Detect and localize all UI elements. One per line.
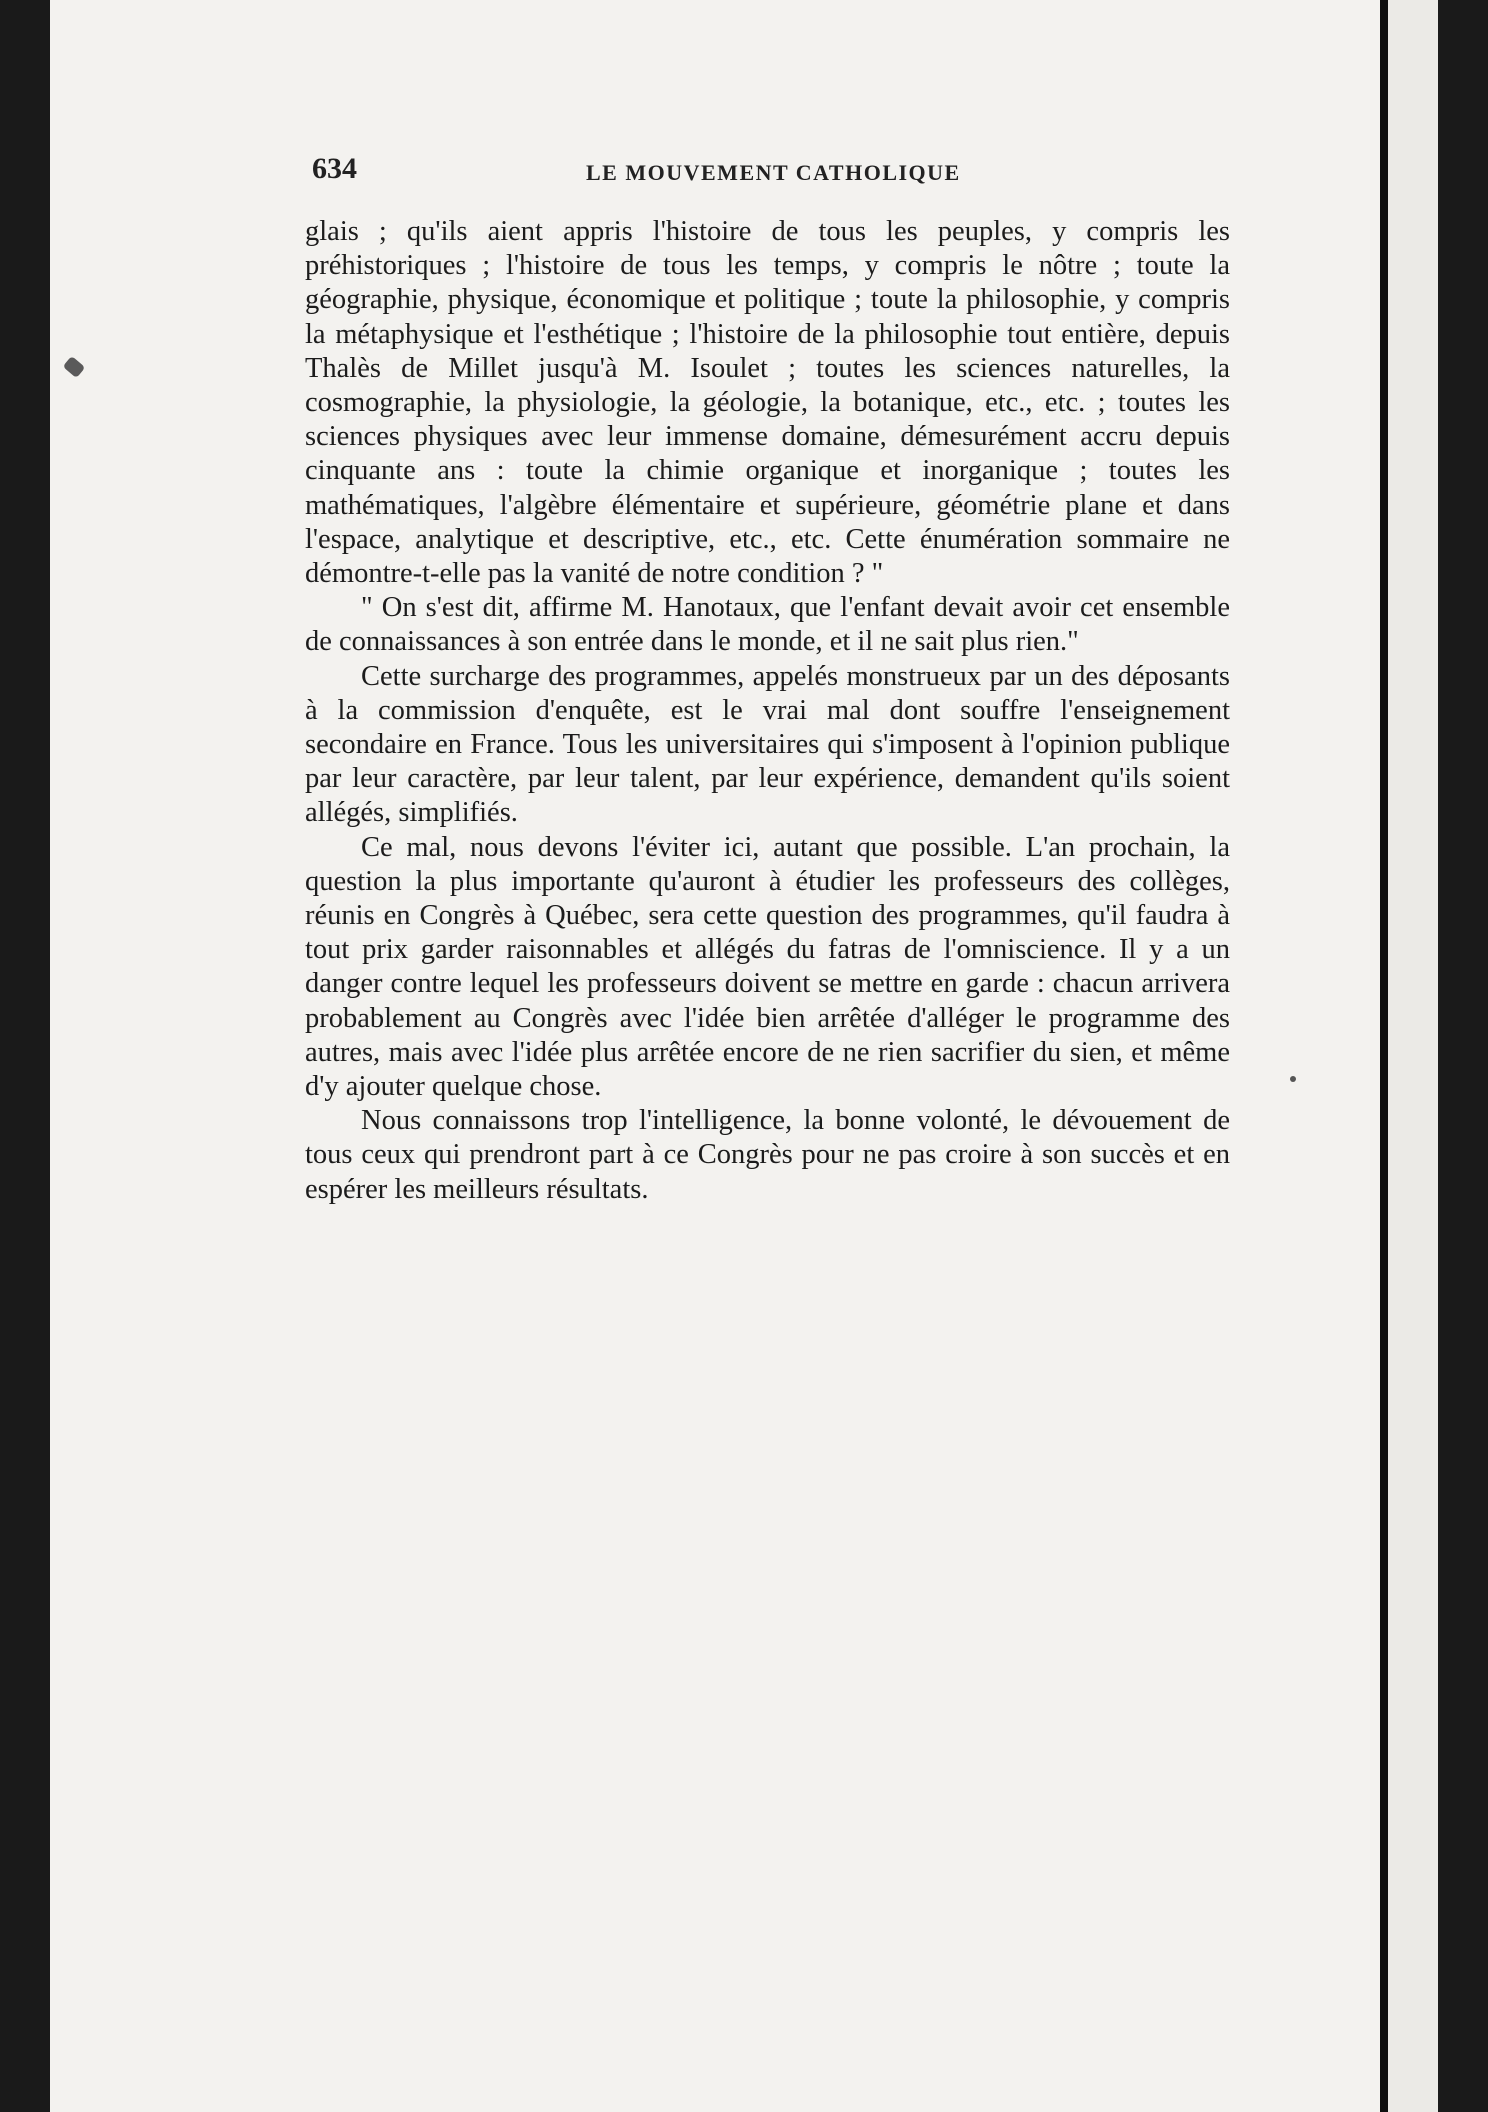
running-title: LE MOUVEMENT CATHOLIQUE: [586, 160, 961, 185]
paragraph-5: Nous connaissons trop l'intelligence, la bonne volonté, le dévouement de tous ceux qui prendront part à ce Congrès pour ne pas croire à son succès et en espérer les meilleurs résultats.: [305, 1105, 1230, 1205]
page-number: 634: [312, 152, 357, 185]
body-text: [305, 215, 1230, 1207]
paragraph-3: Cette surcharge des programmes, appelés monstrueux par un des déposants à la commission d'enquête, est le vrai mal dont souffre l'enseignement secondaire en France. Tous les universitaires qui s'imposent à l'opinion publique par leur caractère, par leur talent, par leur expérience, demandent qu'ils soient allégés, simplifiés.: [305, 660, 1230, 829]
running-head: [312, 152, 1212, 192]
book-page: [50, 0, 1380, 2112]
ink-speck: [1290, 1076, 1296, 1082]
paragraph-2: " On s'est dit, affirme M. Hanotaux, que l'enfant devait avoir cet ensemble de connaissances à son entrée dans le monde, et il ne sait plus rien.": [305, 592, 1230, 658]
paragraph-1: glais ; qu'ils aient appris l'histoire de tous les peuples, y compris les préhistoriques ; l'histoire de tous les temps, y compris le nôtre ; toute la géographie, physique, économique et politique ; toute la philosophie, y compris la métaphysique et l'esthétique ; l'histoire de la philosophie tout entière, depuis Thalès de Millet jusqu'à M. Isoulet ; toutes les sciences naturelles, la cosmographie, la physiologie, la géologie, la botanique, etc., etc. ; toutes les sciences physiques avec leur immense domaine, démesurément accru depuis cinquante ans : toute la chimie organique et inorganique ; toutes les mathématiques, l'algèbre élémentaire et supérieure, géométrie plane et dans l'espace, analytique et descriptive, etc., etc. Cette énumération sommaire ne démontre-t-elle pas la vanité de notre condition ? ": [305, 216, 1230, 590]
paragraph-4: Ce mal, nous devons l'éviter ici, autant que possible. L'an prochain, la question la plus importante qu'auront à étudier les professeurs des collèges, réunis en Congrès à Québec, sera cette question des programmes, qu'il faudra à tout prix garder raisonnables et allégés du fatras de l'omniscience. Il y a un danger contre lequel les professeurs doivent se mettre en garde : chacun arrivera probablement au Congrès avec l'idée bien arrêtée d'alléger le programme des autres, mais avec l'idée plus arrêtée encore de ne rien sacrifier du sien, et même d'y ajouter quelque chose.: [305, 831, 1230, 1103]
scan-border: [1438, 0, 1488, 2112]
adjacent-page-edge: [1380, 0, 1438, 2112]
ink-smudge: [63, 356, 86, 378]
